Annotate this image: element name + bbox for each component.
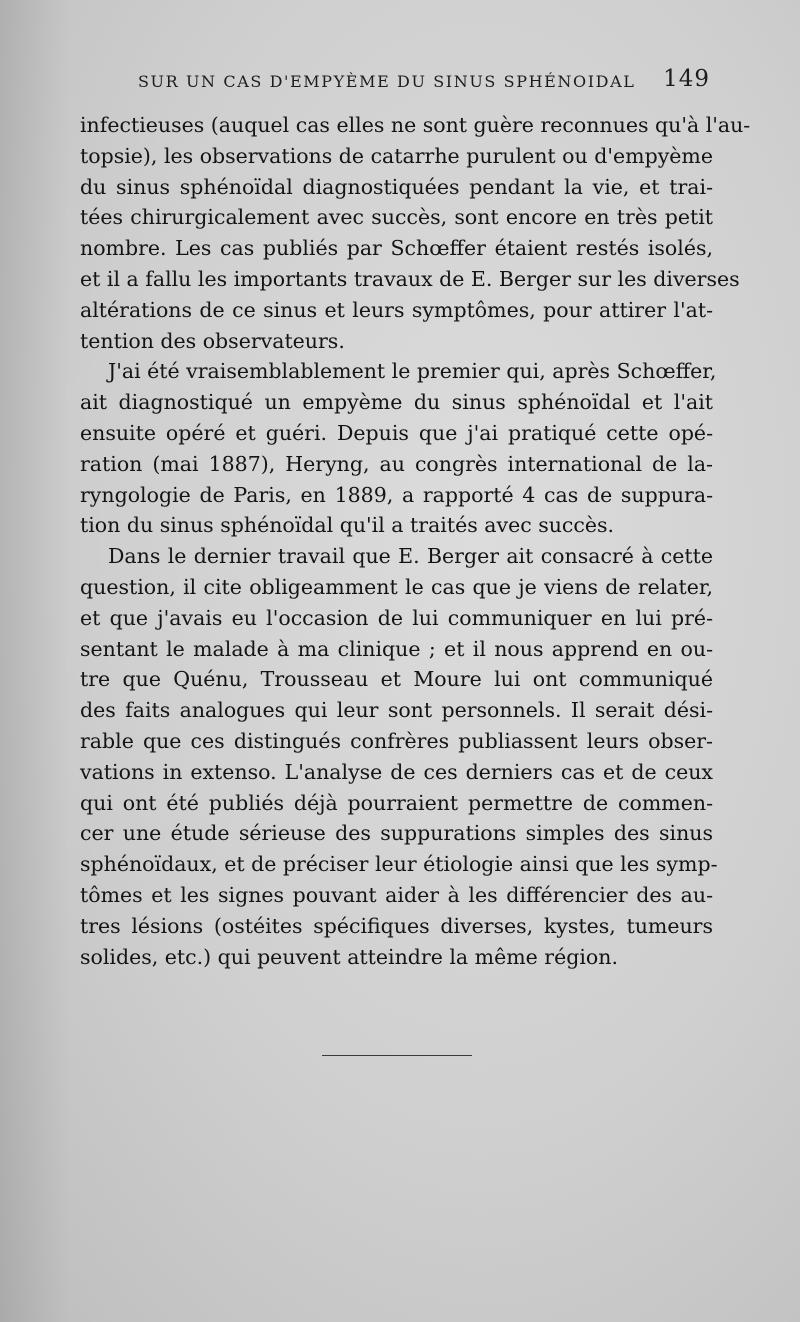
text-line: et il a fallu les importants travaux de E. Berger sur les diverses	[80, 266, 740, 291]
text-line: Dans le dernier travail que E. Berger ait consacré à cette	[108, 544, 713, 569]
text-line: et que j'avais eu l'occasion de lui communiquer en lui pré-	[80, 605, 713, 630]
text-line: ensuite opéré et guéri. Depuis que j'ai pratiqué cette opé-	[80, 420, 713, 445]
body-text	[80, 110, 751, 972]
text-line: des faits analogues qui leur sont personnels. Il serait dési-	[80, 698, 713, 723]
text-line: cer une étude sérieuse des suppurations simples des sinus	[80, 821, 713, 846]
text-line: question, il cite obligeamment le cas que je viens de relater,	[80, 574, 713, 599]
text-line: rable que ces distingués confrères publiassent leurs obser-	[80, 728, 713, 753]
paragraph-1	[80, 110, 751, 356]
running-head	[138, 62, 716, 102]
text-line: sphénoïdaux, et de préciser leur étiologie ainsi que les symp-	[80, 852, 718, 877]
text-line: nombre. Les cas publiés par Schœffer étaient restés isolés,	[80, 236, 713, 261]
text-line: vations in extenso. L'analyse de ces derniers cas et de ceux	[80, 759, 713, 784]
text-line: tion du sinus sphénoïdal qu'il a traités avec succès.	[80, 513, 615, 538]
text-line: du sinus sphénoïdal diagnostiquées pendant la vie, et trai-	[80, 174, 713, 199]
text-line: sentant le malade à ma clinique ; et il nous apprend en ou-	[80, 636, 713, 661]
text-line: ration (mai 1887), Heryng, au congrès international de la-	[80, 451, 713, 476]
section-rule	[322, 1055, 472, 1056]
page-number: 149	[663, 66, 710, 92]
text-line: ryngologie de Paris, en 1889, a rapporté 4 cas de suppura-	[80, 482, 713, 507]
gutter-shadow	[0, 0, 70, 1322]
running-title: SUR UN CAS D'EMPYÈME DU SINUS SPHÉNOIDAL	[138, 72, 636, 91]
text-line: tre que Quénu, Trousseau et Moure lui ont communiqué	[80, 667, 713, 692]
text-line: tômes et les signes pouvant aider à les différencier des au-	[80, 882, 713, 907]
text-line: tention des observateurs.	[80, 328, 345, 353]
text-line: altérations de ce sinus et leurs symptômes, pour attirer l'at-	[80, 297, 713, 322]
text-line: tées chirurgicalement avec succès, sont encore en très petit	[80, 205, 713, 230]
paragraph-2	[80, 356, 717, 541]
text-line: J'ai été vraisemblablement le premier qui, après Schœffer,	[108, 359, 717, 384]
text-line: tres lésions (ostéites spécifiques diverses, kystes, tumeurs	[80, 913, 713, 938]
text-line: solides, etc.) qui peuvent atteindre la même région.	[80, 944, 618, 969]
text-line: infectieuses (auquel cas elles ne sont guère reconnues qu'à l'au-	[80, 113, 751, 137]
paragraph-3	[80, 541, 718, 972]
text-line: topsie), les observations de catarrhe purulent ou d'empyème	[80, 143, 713, 168]
text-line: ait diagnostiqué un empyème du sinus sphénoïdal et l'ait	[80, 390, 713, 415]
text-line: qui ont été publiés déjà pourraient permettre de commen-	[80, 790, 713, 815]
